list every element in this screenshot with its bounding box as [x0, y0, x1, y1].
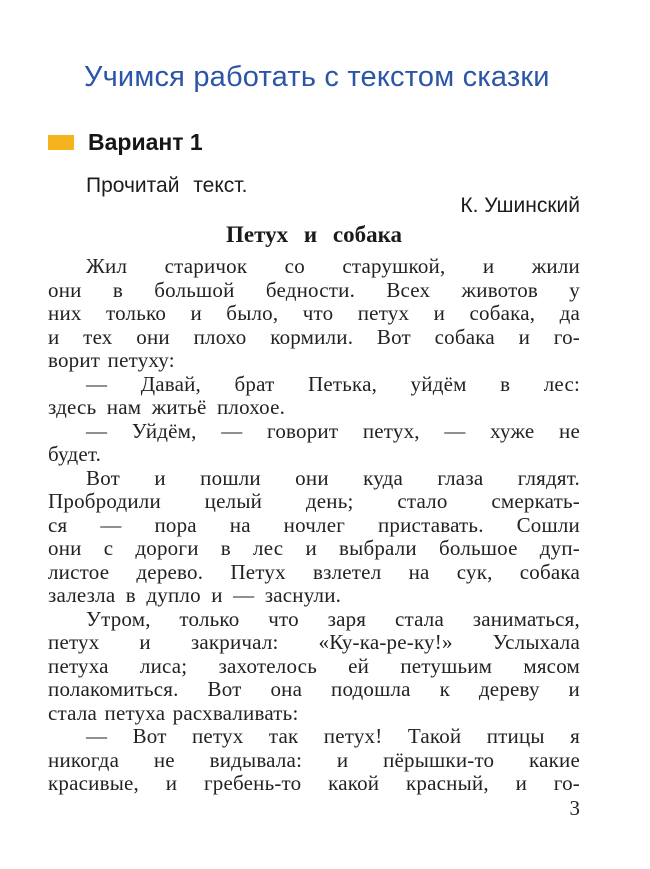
story-line: стала петуха расхваливать:	[48, 700, 299, 725]
task-instruction: Прочитай текст.	[86, 174, 248, 197]
story-body	[48, 255, 580, 796]
story-line: ся — пора на ночлег приставать. Сошли	[48, 512, 580, 537]
story-line: полакомиться. Вот она подошла к дереву и	[48, 677, 580, 701]
variant-heading	[48, 129, 203, 156]
story-line: залезла в дупло и — заснули.	[48, 583, 342, 607]
story-title: Петух и собака	[226, 222, 402, 247]
story-line: листое дерево. Петух взлетел на сук, собака	[48, 559, 580, 584]
story-author: К. Ушинский	[460, 194, 580, 217]
story-line: Вот и пошли они куда глаза глядят.	[86, 465, 580, 490]
variant-label: Вариант 1	[88, 129, 203, 155]
story-line: Утром, только что заря стала заниматься,	[86, 606, 580, 631]
story-line: петух и закричал: «Ку-ка-ре-ку!» Услыхала	[48, 630, 580, 654]
page-number: 3	[569, 796, 580, 820]
story-line: — Давай, брат Петька, уйдём в лес:	[86, 371, 580, 396]
story-line: красивые, и гребень-то какой красный, и го-	[48, 771, 580, 795]
story-line: будет.	[48, 442, 102, 466]
story-line: здесь нам житьё плохое.	[48, 395, 286, 419]
story-line: они с дороги в лес и выбрали большое дуп-	[48, 536, 580, 560]
lesson-title: Учимся работать с текстом сказки	[84, 61, 550, 93]
story-line: — Уйдём, — говорит петух, — хуже не	[86, 418, 580, 443]
story-line: никогда не видывала: и пёрышки-то какие	[48, 747, 580, 772]
story-line: них только и было, что петух и собака, да	[48, 301, 580, 325]
story-line: они в большой бедности. Всех животов у	[48, 277, 580, 302]
story-line: ворит петуху:	[48, 348, 175, 372]
story-line: — Вот петух так петух! Такой птицы я	[86, 724, 580, 748]
variant-marker-square	[48, 135, 74, 150]
story-line: Жил старичок со старушкой, и жили	[86, 254, 580, 278]
story-line: петуха лиса; захотелось ей петушьим мясом	[48, 653, 580, 678]
story-line: и тех они плохо кормили. Вот собака и го-	[48, 324, 580, 349]
story-line: Пробродили целый день; стало смеркать-	[48, 489, 580, 513]
